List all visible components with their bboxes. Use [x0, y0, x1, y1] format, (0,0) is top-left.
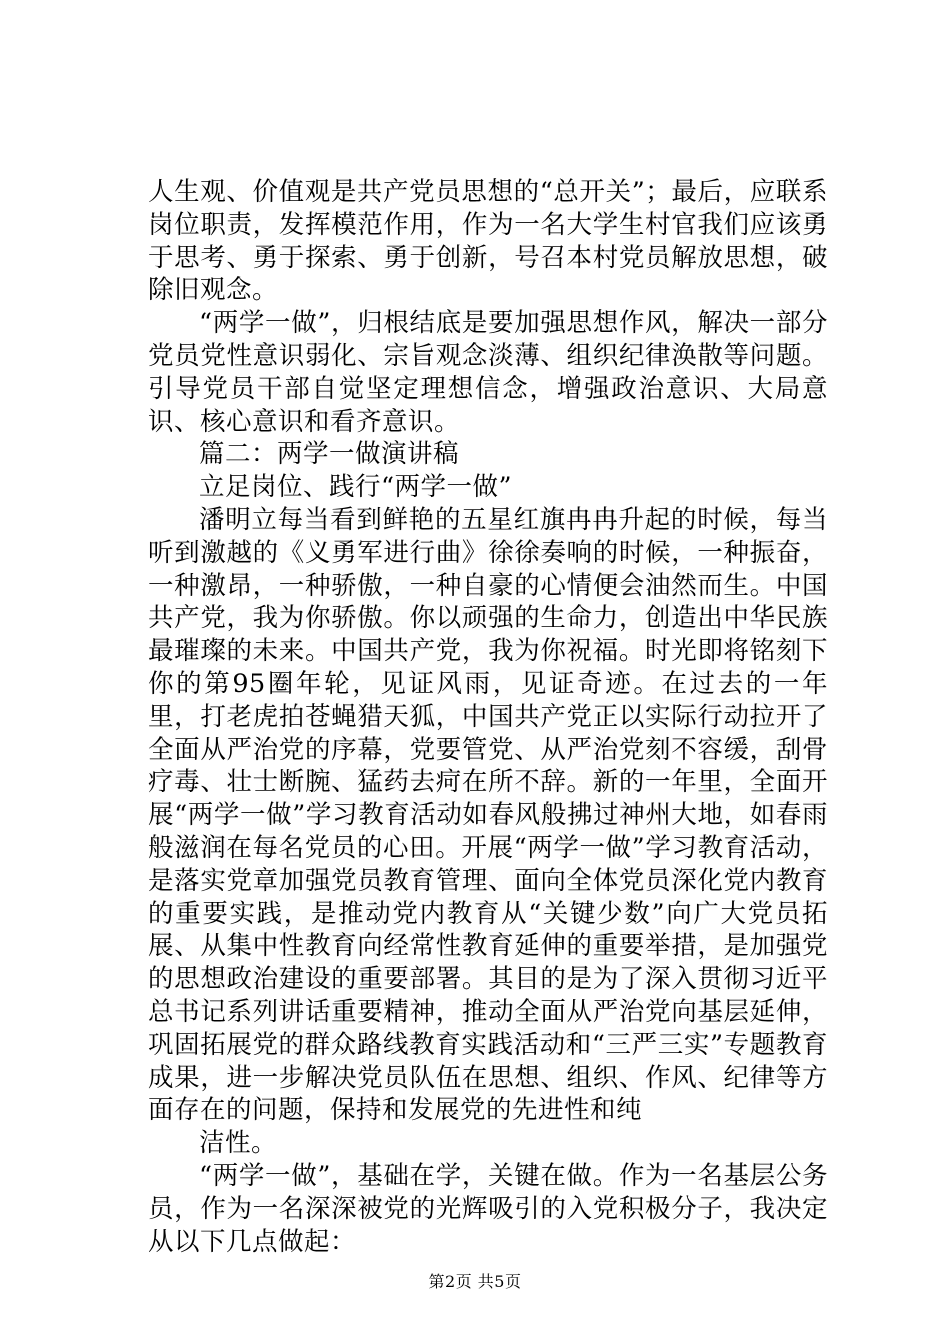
paragraph-4: 洁性。 — [199, 1128, 278, 1159]
document-body — [148, 176, 828, 1258]
paragraph-5: “两学一做”，基础在学，关键在做。作为一名基层公务员，作为一名深深被党的光辉吸引的入党积极分子，我决定从以下几点做起： — [148, 1160, 828, 1257]
paragraph-3: 潘明立每当看到鲜艳的五星红旗冉冉升起的时候，每当听到激越的《义勇军进行曲》徐徐奏响的时候，一种振奋，一种激昂，一种骄傲，一种自豪的心情便会油然而生。中国共产党，我为你骄傲。你以顽强的生命力，创造出中华民族最璀璨的未来。中国共产党，我为你祝福。时光即将铭刻下你的第95圈年轮，见证风雨，见证奇迹。在过去的一年里，打老虎拍苍蝇猎天狐，中国共产党正以实际行动拉开了全面从严治党的序幕，党要管党、从严治党刻不容缓，刮骨疗毒、壮士断腕、猛药去疴在所不辞。新的一年里，全面开展“两学一做”学习教育活动如春风般拂过神州大地，如春雨般滋润在每名党员的心田。开展“两学一做”学习教育活动，是落实党章加强党员教育管理、面向全体党员深化党内教育的重要实践，是推动党内教育从“关键少数”向广大党员拓展、从集中性教育向经常性教育延伸的重要举措，是加强党的思想政治建设的重要部署。其目的是为了深入贯彻习近平总书记系列讲话重要精神，推动全面从严治党向基层延伸，巩固拓展党的群众路线教育实践活动和“三严三实”专题教育成果，进一步解决党员队伍在思想、组织、作风、纪律等方面存在的问题，保持和发展党的先进性和纯 — [148, 504, 828, 1126]
paragraph-1: 人生观、价值观是共产党员思想的“总开关”；最后，应联系岗位职责，发挥模范作用，作为一名大学生村官我们应该勇于思考、勇于探索、勇于创新，号召本村党员解放思想，破除旧观念。 — [148, 177, 828, 306]
speech-title: 立足岗位、践行“两学一做” — [199, 472, 513, 503]
paragraph-2: “两学一做”，归根结底是要加强思想作风，解决一部分党员党性意识弱化、宗旨观念淡薄、组织纪律涣散等问题。引导党员干部自觉坚定理想信念，增强政治意识、大局意识、核心意识和看齐意识。 — [148, 308, 828, 437]
section-heading: 篇二：两学一做演讲稿 — [199, 439, 460, 470]
page-number-footer: 第2页 共5页 — [428, 1272, 522, 1291]
